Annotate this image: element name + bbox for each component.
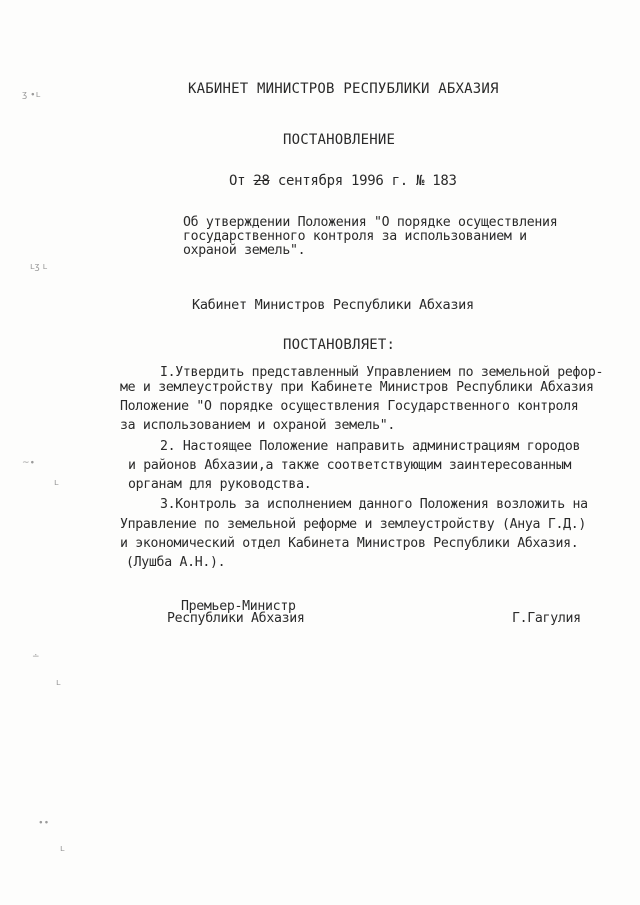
document-type-heading: ПОСТАНОВЛЕНИЕ [283,132,396,148]
body-line: ме и землеустройству при Кабинете Министров Республики Абхазия [120,380,594,395]
organization-heading: КАБИНЕТ МИНИСТРОВ РЕСПУБЛИКИ АБХАЗИЯ [188,81,499,97]
body-line: Положение "О порядке осуществления Государственного контроля [120,399,579,414]
signatory-name: Г.Гагулия [512,611,581,626]
date-day: 28 [253,173,270,189]
subject-line: государственного контроля за использованием и [183,229,527,244]
body-line: и районов Абхазии,а также соответствующим заинтересованным [128,458,572,473]
subject-line: охраной земель". [183,243,306,258]
body-line: Управление по земельной реформе и землеустройству (Ануа Г.Д.) [120,517,587,532]
signatory-title: Республики Абхазия [167,611,305,626]
body-line: 2. Настоящее Положение направить администрациям городов [160,439,581,454]
preamble: Кабинет Министров Республики Абхазия [192,297,474,313]
scan-mark: ʒ ∙ʟ [22,90,41,100]
scan-mark: ʟʒ ʟ [30,262,48,272]
subject-line: Об утверждении Положения "О порядке осуществления [183,215,558,230]
resolves-heading: ПОСТАНОВЛЯЕТ: [283,337,396,353]
body-line: (Лушба А.Н.). [126,555,226,570]
body-line: и экономический отдел Кабинета Министров Республики Абхазия. [120,536,579,551]
scan-mark: ʟ [60,844,65,854]
signatory-title: Премьер-Министр [181,599,296,614]
body-line: за использованием и охраной земель". [120,418,396,433]
scan-mark: ʟ [54,478,59,488]
scan-mark: ∙∙ [38,818,50,828]
scan-mark: ʟ [56,678,61,688]
body-line: I.Утвердить представленный Управлением по земельной рефор- [160,365,604,380]
body-line: 3.Контроль за исполнением данного Положения возложить на [160,497,588,512]
date-rest: сентября 1996 г. № 183 [277,173,457,189]
date-prefix: От [229,173,246,189]
scan-mark: ∸ [32,652,40,662]
body-line: органам для руководства. [128,477,312,492]
scan-mark: ~∙ [22,458,36,468]
document-date-line [229,174,457,188]
